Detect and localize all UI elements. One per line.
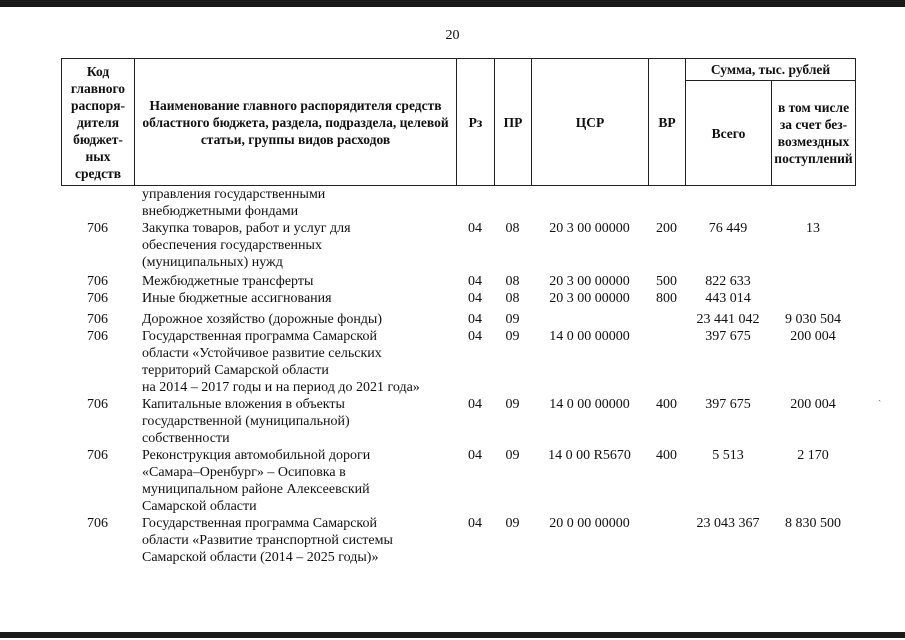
cell-rz: 04	[468, 221, 482, 236]
table-row	[61, 186, 855, 220]
cell-gratis: 9 030 504	[785, 312, 841, 327]
cell-vr	[648, 515, 685, 566]
cell-name: Реконструкция автомобильной дороги «Самара–Оренбург» – Осиповка в муниципальном районе Алексеевский Самарской области	[142, 448, 371, 514]
cell-pr: 09	[505, 516, 520, 531]
table-row	[61, 290, 855, 307]
cell-vr: 400	[656, 397, 677, 412]
scan-speck: ˎ	[878, 391, 882, 402]
cell-code: 706	[87, 221, 108, 236]
cell-total: 397 675	[705, 397, 751, 412]
table-row	[61, 447, 855, 515]
cell-gratis	[771, 273, 855, 290]
cell-rz: 04	[468, 312, 482, 327]
cell-total: 23 043 367	[696, 516, 760, 531]
cell-gratis: 200 004	[790, 329, 836, 344]
cell-gratis: 2 170	[797, 448, 829, 463]
cell-total: 397 675	[705, 329, 751, 344]
header-rz: Рз	[457, 59, 495, 186]
cell-total: 76 449	[708, 221, 748, 236]
cell-code	[61, 186, 134, 220]
cell-pr: 09	[505, 448, 520, 463]
header-csr: ЦСР	[532, 59, 649, 186]
cell-code: 706	[87, 516, 108, 531]
cell-code: 706	[87, 448, 108, 463]
cell-name: Закупка товаров, работ и услуг для обеспечения государственных (муниципальных) нужд	[142, 221, 351, 270]
cell-total	[685, 186, 771, 220]
header-name: Наименование главного распорядителя средств областного бюджета, раздела, подраздела, целевой статьи, группы видов расходов	[135, 59, 457, 186]
cell-rz: 04	[468, 448, 482, 463]
cell-code: 706	[87, 291, 108, 306]
table-row	[61, 273, 855, 290]
page-number: 20	[445, 28, 460, 43]
cell-vr	[648, 186, 685, 220]
cell-pr: 09	[505, 329, 520, 344]
header-pr: ПР	[495, 59, 532, 186]
cell-total: 822 633	[705, 274, 751, 289]
cell-gratis: 8 830 500	[785, 516, 841, 531]
cell-rz: 04	[468, 397, 482, 412]
table-row	[61, 396, 855, 447]
cell-pr: 08	[505, 291, 520, 306]
cell-rz: 04	[468, 274, 482, 289]
cell-code: 706	[87, 329, 108, 344]
cell-pr: 09	[505, 312, 520, 327]
cell-csr: 14 0 00 R5670	[548, 448, 631, 463]
cell-csr	[531, 311, 648, 328]
header-code: Код главного распоря-дителя бюджет-ных средств	[62, 59, 135, 186]
cell-pr: 08	[505, 274, 520, 289]
cell-csr: 14 0 00 00000	[549, 329, 630, 344]
cell-code: 706	[87, 274, 108, 289]
header-total: Всего	[686, 81, 772, 186]
cell-name: Дорожное хозяйство (дорожные фонды)	[142, 312, 383, 327]
cell-name: Иные бюджетные ассигнования	[142, 291, 332, 306]
cell-total: 443 014	[705, 291, 751, 306]
cell-code: 706	[87, 312, 108, 327]
table-row	[61, 311, 855, 328]
header-sum: Сумма, тыс. рублей	[686, 59, 856, 81]
header-vr: ВР	[649, 59, 686, 186]
cell-vr	[648, 311, 685, 328]
cell-name: Государственная программа Самарской области «Устойчивое развитие сельских территорий Самарской области на 2014 – 2017 годы и на период до 2021 года»	[142, 329, 420, 395]
cell-vr: 500	[656, 274, 677, 289]
cell-gratis: 13	[806, 221, 820, 236]
header-gratis: в том числе за счет без-возмездных поступлений	[772, 81, 856, 186]
cell-csr: 20 3 00 00000	[549, 291, 630, 306]
cell-vr: 200	[656, 221, 677, 236]
cell-csr: 20 3 00 00000	[549, 221, 630, 236]
cell-name: Межбюджетные трансферты	[142, 274, 314, 289]
cell-csr	[531, 186, 648, 220]
cell-gratis	[771, 290, 855, 307]
bottom-border	[0, 632, 905, 638]
cell-name: управления государственными внебюджетными фондами	[142, 187, 326, 219]
cell-name: Капитальные вложения в объекты государственной (муниципальной) собственности	[142, 397, 350, 446]
cell-csr: 20 3 00 00000	[549, 274, 630, 289]
top-border	[0, 0, 905, 7]
table-row	[61, 515, 855, 566]
cell-csr: 14 0 00 00000	[549, 397, 630, 412]
cell-gratis: 200 004	[790, 397, 836, 412]
cell-name: Государственная программа Самарской области «Развитие транспортной системы Самарской области (2014 – 2025 годы)»	[142, 516, 393, 565]
table-body	[61, 186, 855, 566]
cell-rz: 04	[468, 516, 482, 531]
table-row	[61, 328, 855, 396]
cell-vr: 400	[656, 448, 677, 463]
cell-rz	[456, 186, 494, 220]
cell-gratis	[771, 186, 855, 220]
cell-rz: 04	[468, 329, 482, 344]
cell-vr: 800	[656, 291, 677, 306]
cell-pr: 08	[505, 221, 520, 236]
cell-pr	[494, 186, 531, 220]
cell-code: 706	[87, 397, 108, 412]
cell-rz: 04	[468, 291, 482, 306]
cell-csr: 20 0 00 00000	[549, 516, 630, 531]
table-header	[61, 58, 856, 186]
cell-pr: 09	[505, 397, 520, 412]
table-row	[61, 220, 855, 271]
cell-total: 5 513	[712, 448, 744, 463]
cell-total: 23 441 042	[696, 312, 760, 327]
cell-vr	[648, 328, 685, 396]
